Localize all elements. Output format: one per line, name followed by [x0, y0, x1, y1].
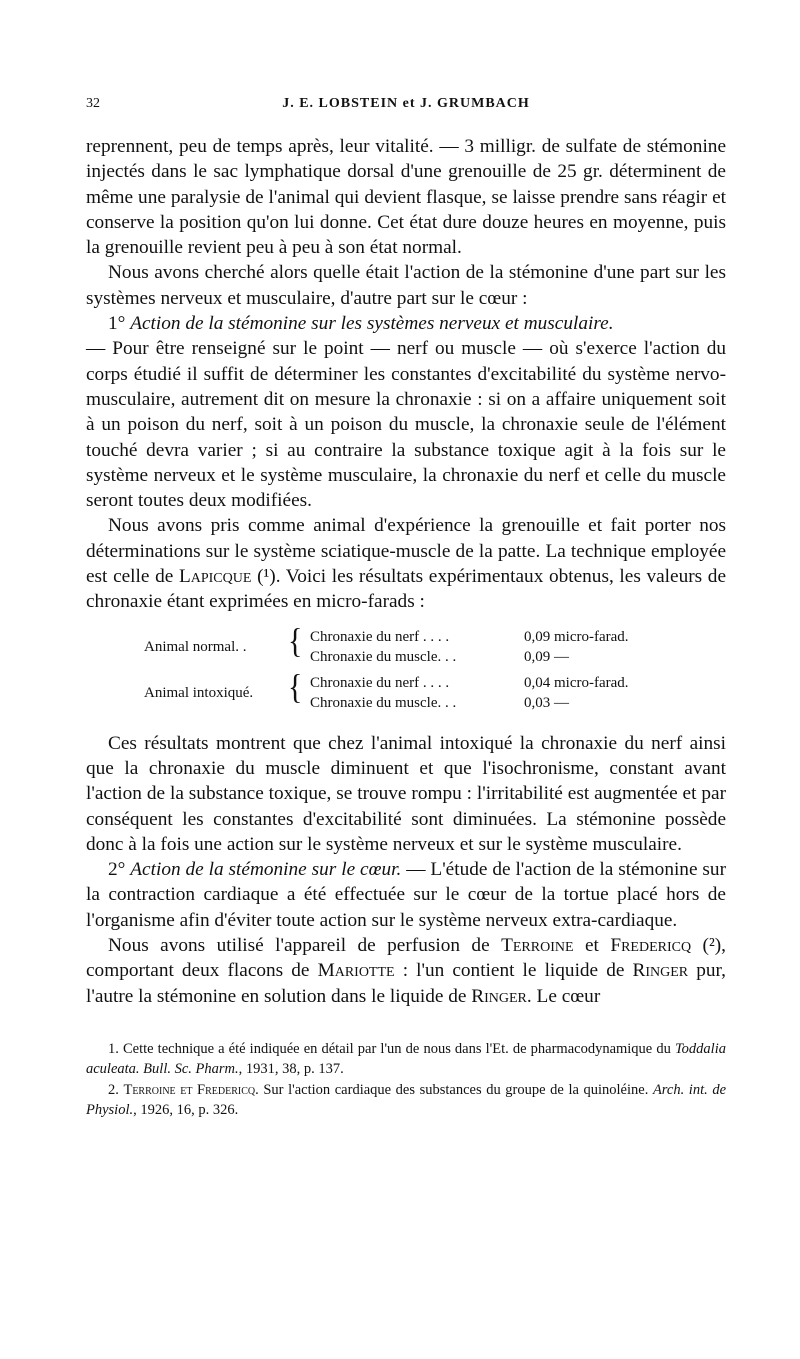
- paragraph-5: Ces résultats montrent que chez l'animal intoxiqué la chronaxie du nerf ainsi que la chronaxie du muscle diminuent et que l'isochronisme, constant avant l'action de la substance toxique, se trouve rompu : l'irritabilité est augmentée et par conséquent les constantes d'excitabilité sont diminuées. La stémonine possède donc à la fois une action sur le système nerveux et sur le système musculaire.: [86, 732, 726, 855]
- results-label-intoxicated: Animal intoxiqué.: [144, 684, 254, 701]
- brace-normal: {: [288, 622, 303, 661]
- paragraph-2: Nous avons cherché alors quelle était l'action de la stémonine d'une part sur les systèmes nerveux et musculaire, d'autre part sur le cœur :: [86, 262, 726, 309]
- section-2-title: Action de la stémonine sur le cœur.: [130, 859, 402, 881]
- paragraph-7: [86, 933, 726, 1009]
- paragraph-4: [86, 513, 726, 614]
- footnote-2-number: 2.: [108, 1081, 124, 1098]
- footnotes: [86, 1039, 726, 1121]
- results-measure: Chronaxie du muscle. . .: [310, 694, 457, 711]
- paragraph-7-text-a: Nous avons utilisé l'appareil de perfusion de: [108, 935, 502, 957]
- results-value: 0,09 —: [524, 648, 569, 665]
- footnote-2-authors: Terroine et Fredericq.: [123, 1081, 259, 1098]
- footnote-1-text-a: 1. Cette technique a été indiquée en détail par l'un de nous dans l'Et. de pharmacodynamique du: [108, 1040, 675, 1057]
- section-1-number: 1°: [108, 313, 126, 335]
- paragraph-3: — Pour être renseigné sur le point — nerf ou muscle — où s'exerce l'action du corps étudié il suffit de déterminer les constantes d'excitabilité du système nervo-musculaire, autrement dit on mesure la chronaxie : si on a affaire uniquement soit à un poison du nerf, soit à un poison du muscle, la chronaxie seule de l'élément touché devra varier ; si au contraire la substance toxique agit à la fois sur le système nerveux et le système musculaire, la chronaxie du nerf et celle du muscle seront toutes deux modifiées.: [86, 338, 726, 512]
- footnote-2: [86, 1080, 726, 1121]
- footnote-2-text-a: Sur l'action cardiaque des substances du groupe de la quinoléine.: [258, 1081, 653, 1098]
- paragraph-7-text-c: : l'un contient le liquide de: [394, 960, 633, 982]
- section-2-number: 2°: [108, 859, 126, 881]
- results-table: [86, 622, 726, 719]
- paragraph-7-text-b: , comportant deux flacons de: [86, 935, 726, 982]
- results-value: 0,03 —: [524, 694, 569, 711]
- footnote-2-citation: Arch. int. de Physiol.: [86, 1081, 727, 1119]
- brace-intoxicated: {: [288, 668, 303, 707]
- footnote-1: [86, 1039, 726, 1080]
- paragraph-7-text-e: . Le cœur: [526, 985, 601, 1007]
- paragraph-4-text-a: Nous avons pris comme animal d'expérience la grenouille et fait porter nos déterminations sur le système sciatique-muscle de la patte. La technique employée est celle de: [86, 515, 726, 588]
- paragraph-6: — L'étude de l'action de la stémonine sur la contraction cardiaque a été effectuée sur le cœur de la tortue placé hors de l'organisme afin d'éviter toute action sur le système nerveux extra-cardiaque.: [86, 859, 726, 931]
- results-value: 0,04 micro-farad.: [524, 674, 629, 691]
- name-mariotte: Mariotte: [317, 960, 395, 982]
- footnote-ref-2: (²): [691, 935, 722, 957]
- paragraph-7-et: et: [573, 935, 611, 957]
- name-ringer-2: Ringer: [471, 985, 527, 1007]
- footnote-1-citation: Toddalia aculeata. Bull. Sc. Pharm.: [86, 1040, 726, 1078]
- page: [86, 96, 726, 1121]
- section-1-heading: [86, 311, 726, 336]
- results-label-normal: Animal normal. .: [144, 638, 247, 655]
- section-1-title: Action de la stémonine sur les systèmes nerveux et musculaire.: [130, 313, 614, 335]
- author-terroine: Terroine: [501, 935, 574, 957]
- page-number: 32: [86, 96, 100, 111]
- results-measure: Chronaxie du nerf . . . .: [310, 674, 450, 691]
- paragraph-4-text-b: . Voici les résultats expérimentaux obtenus, les valeurs de chronaxie étant exprimées en micro-farads :: [86, 566, 727, 613]
- footnote-1-text-b: , 1931, 38, p. 137.: [238, 1061, 344, 1078]
- results-value: 0,09 micro-farad.: [524, 628, 629, 645]
- paragraph-7-text-d: pur, l'autre la stémonine en solution dans le liquide de: [86, 960, 727, 1007]
- results-measure: Chronaxie du muscle. . .: [310, 648, 457, 665]
- page-header: [86, 96, 726, 120]
- author-fredericq: Fredericq: [610, 935, 692, 957]
- name-ringer: Ringer: [632, 960, 689, 982]
- results-measure: Chronaxie du nerf . . . .: [310, 628, 450, 645]
- author-lapicque: Lapicque: [178, 566, 252, 588]
- paragraph-1: reprennent, peu de temps après, leur vitalité. — 3 milligr. de sulfate de stémonine injectés dans le sac lymphatique dorsal d'une grenouille de 25 gr. déterminent de même une paralysie de l'animal qui devient flasque, se laisse prendre sans réagir et conserve la position qu'on lui donne. Cet état dure douze heures en moyenne, puis la grenouille revient peu à peu à son état normal.: [86, 136, 726, 259]
- running-head: J. E. LOBSTEIN et J. GRUMBACH: [282, 96, 530, 111]
- body-text: [86, 134, 726, 1009]
- section-2-paragraph: [86, 857, 726, 933]
- footnote-2-text-b: , 1926, 16, p. 326.: [133, 1102, 239, 1119]
- footnote-ref-1: (¹): [257, 566, 276, 588]
